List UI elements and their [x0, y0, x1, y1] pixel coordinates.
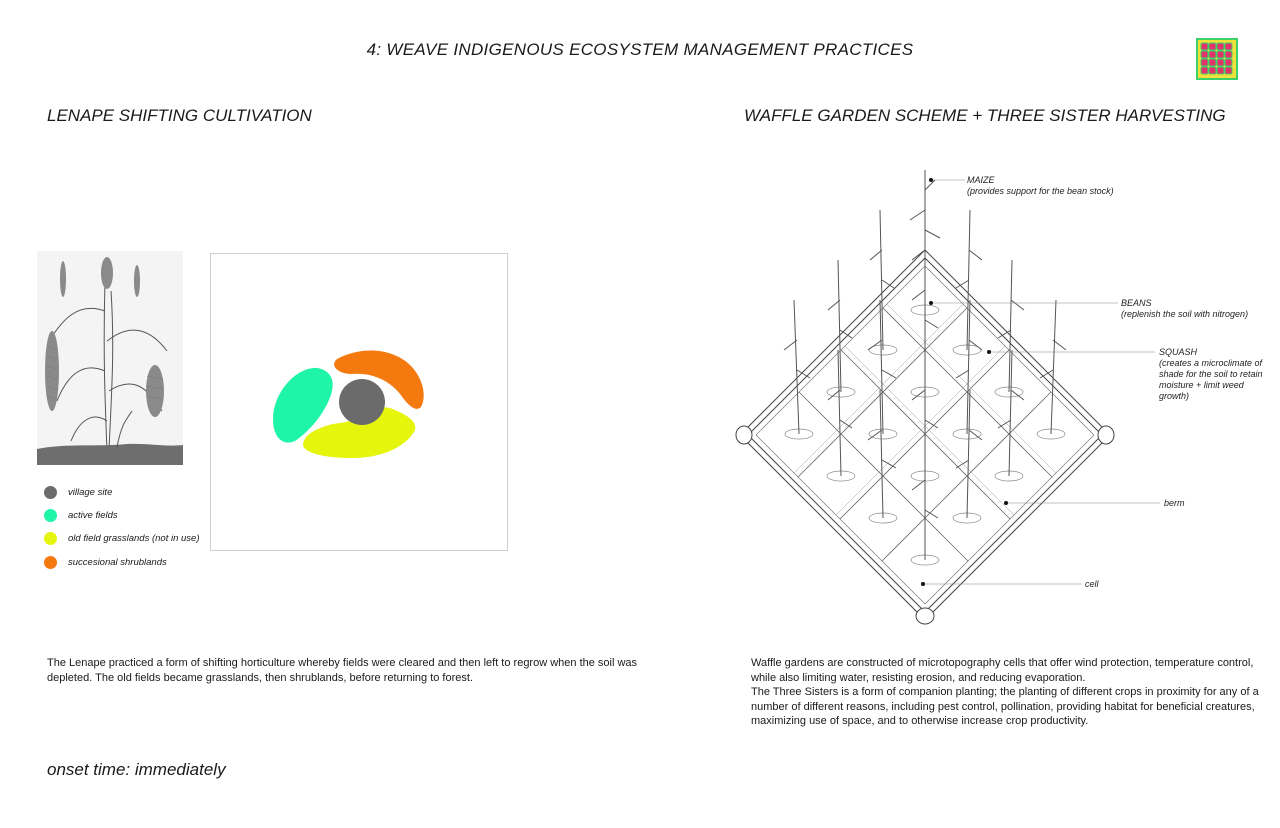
right-description-paragraph-2: The Three Sisters is a form of companion planting; the planting of different crops in proximity for any of a number of different reasons, including pest control, pollination, providing habitat for beneficial creatures, maximizing use of space, and to otherwise increase crop productivity. [751, 686, 1259, 727]
corn-botanical-illustration [37, 251, 183, 465]
annotation-berm: berm [1164, 498, 1185, 508]
annotation-note: (creates a microclimate of shade for the soil to retain moisture + limit weed growth) [1159, 358, 1263, 401]
legend-label: active fields [68, 509, 118, 521]
legend-item-shrublands [44, 554, 167, 570]
legend-dot-icon [44, 532, 57, 545]
legend-item-grasslands [44, 530, 200, 546]
legend-label: old field grasslands (not in use) [68, 532, 200, 544]
waffle-logo-icon [1196, 38, 1238, 80]
right-description-paragraph-1: Waffle gardens are constructed of microtopography cells that offer wind protection, temperature control, while also limiting water, resisting erosion, and reducing evaporation. [751, 657, 1254, 684]
left-description: The Lenape practiced a form of shifting horticulture whereby fields were cleared and then left to regrow when the soil was depleted. The old fields became grasslands, then shrublands, before returning to forest. [47, 657, 638, 684]
page-title: 4: WEAVE INDIGENOUS ECOSYSTEM MANAGEMENT PRACTICES [366, 40, 914, 59]
legend-dot-icon [44, 556, 57, 569]
annotation-beans [1121, 298, 1248, 320]
legend-dot-icon [44, 486, 57, 499]
left-section-heading: LENAPE SHIFTING CULTIVATION [47, 106, 312, 125]
right-description [751, 656, 1261, 729]
annotation-note: (provides support for the bean stock) [967, 186, 1114, 196]
village-site-shape [339, 379, 385, 425]
legend-label: succesional shrublands [68, 556, 167, 568]
right-section-heading: WAFFLE GARDEN SCHEME + THREE SISTER HARVESTING [744, 106, 1226, 125]
onset-time: onset time: immediately [47, 760, 226, 779]
annotation-title: MAIZE [967, 175, 995, 185]
legend-label: village site [68, 486, 113, 498]
annotation-title: BEANS [1121, 298, 1152, 308]
legend-item-village [44, 484, 112, 500]
annotation-note: (replenish the soil with nitrogen) [1121, 309, 1249, 319]
annotation-squash [1159, 347, 1264, 402]
annotation-title: SQUASH [1159, 347, 1198, 357]
shifting-cultivation-diagram [210, 253, 508, 551]
annotation-cell: cell [1085, 579, 1099, 589]
legend-item-active-fields [44, 507, 118, 523]
annotation-maize [967, 175, 1114, 197]
legend-dot-icon [44, 509, 57, 522]
